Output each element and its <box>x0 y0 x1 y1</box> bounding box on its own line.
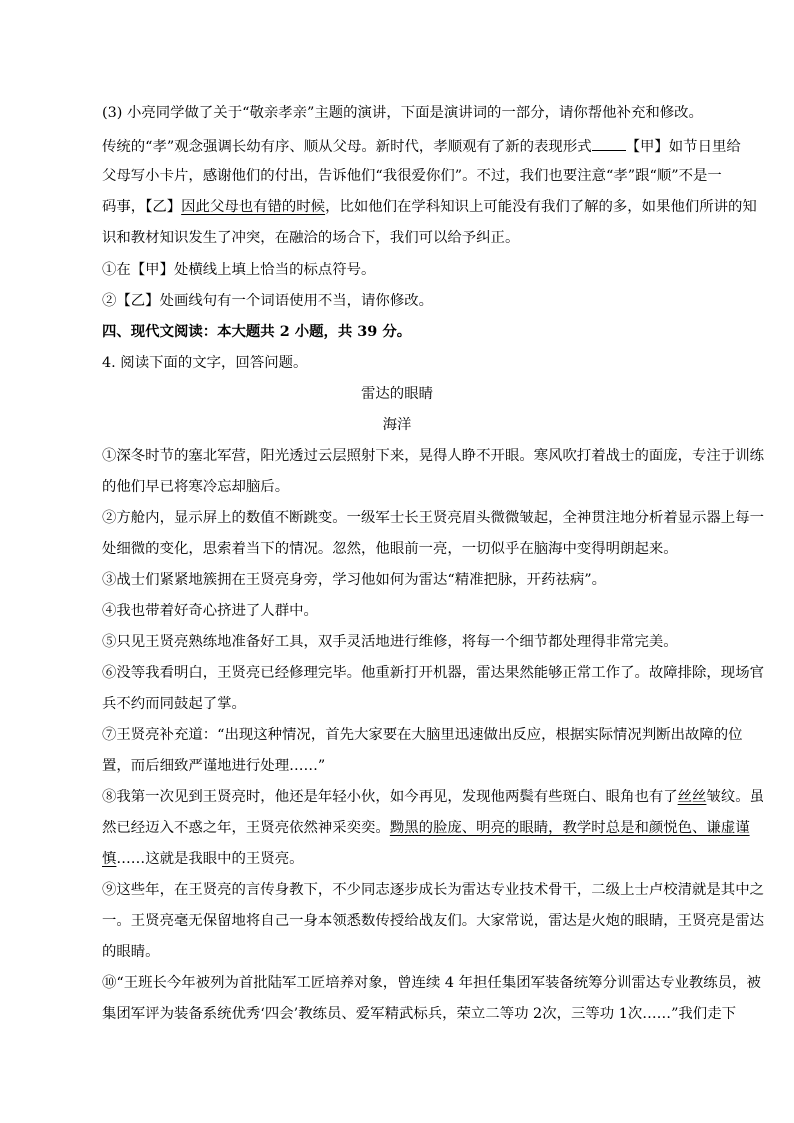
paragraph-text: 皱纹。虽 <box>706 789 765 805</box>
paragraph-7-line-1: ⑦王贤亮补充道：“出现这种情况，首先大家要在大脑里迅速做出反应，根据实际情况判断出故障的位 <box>102 727 743 743</box>
underlined-sentence: 黝黑的脸庞、明亮的眼睛，教学时总是和颜悦色、谦虚谨 <box>389 820 750 836</box>
blank-jia-line[interactable] <box>592 135 626 151</box>
paragraph-8-line-3 <box>102 849 722 869</box>
speech-text: ，比如他们在学科知识上可能没有我们了解的多，如果他们所讲的知 <box>325 199 757 215</box>
paragraph-text: ……这就是我眼中的王贤亮。 <box>116 851 304 867</box>
paragraph-1-line-2: 的他们早已将寒冷忘却脑后。 <box>102 479 290 495</box>
paragraph-4: ④我也带着好奇心挤进了人群中。 <box>102 603 318 619</box>
speech-line-1 <box>102 135 741 157</box>
paragraph-6-line-2: 兵不约而同鼓起了掌。 <box>102 696 246 712</box>
underlined-word: 丝丝 <box>677 789 707 805</box>
paragraph-9-line-3: 的眼睛。 <box>102 944 160 960</box>
task-1: ①在【甲】处横线上填上恰当的标点符号。 <box>102 262 376 278</box>
speech-text: 传统的“孝”观念强调长幼有序、顺从父母。新时代，孝顺观有了新的表现形式 <box>102 139 592 155</box>
speech-text: 【甲】如节日里给 <box>625 139 741 155</box>
paragraph-2-line-1: ②方舱内，显示屏上的数值不断跳变。一级军士长王贤亮眉头微微皱起，全神贯注地分析着显示器上每一 <box>102 510 764 526</box>
question-3-prompt: (3) 小亮同学做了关于“敬亲孝亲”主题的演讲，下面是演讲词的一部分，请你帮他补充和修改。 <box>102 105 703 121</box>
paragraph-9-line-1: ⑨这些年，在王贤亮的言传身教下，不少同志逐步成长为雷达专业技术骨干，二级上士卢校清就是其中之 <box>102 882 764 898</box>
speech-line-3 <box>102 197 757 217</box>
paragraph-text: ⑧我第一次见到王贤亮时，他还是年轻小伙，如今再见，发现他两鬓有些斑白、眼角也有了 <box>102 789 678 805</box>
article-title: 雷达的眼睛 <box>361 386 433 402</box>
speech-line-2: 父母写小卡片，感谢他们的付出，告诉他们“我很爱你们”。不过，我们也要注意“孝”跟“顺”不是一 <box>102 168 722 184</box>
question-4-prompt: 4. 阅读下面的文字，回答问题。 <box>102 355 308 371</box>
section-4-heading: 四、现代文阅读：本大题共 2 小题，共 39 分。 <box>102 323 412 340</box>
underlined-sentence: 慎 <box>102 851 117 867</box>
speech-line-4: 识和教材知识发生了冲突，在融洽的场合下，我们可以给予纠正。 <box>102 230 520 246</box>
paragraph-10-line-1: ⑩“王班长今年被列为首批陆军工匠培养对象，曾连续 4 年担任集团军装备统筹分训雷达专业教练员，被 <box>102 975 761 991</box>
paragraph-9-line-2: 一。王贤亮毫无保留地将自己一身本领悉数传授给战友们。大家常说，雷达是火炮的眼睛，王贤亮是雷达 <box>102 913 764 929</box>
paragraph-5: ⑤只见王贤亮熟练地准备好工具，双手灵活地进行维修，将每一个细节都处理得非常完美。 <box>102 634 678 650</box>
paragraph-3: ③战士们紧紧地簇拥在王贤亮身旁，学习他如何为雷达“精准把脉，开药祛病”。 <box>102 572 606 588</box>
paragraph-1-line-1: ①深冬时节的塞北军营，阳光透过云层照射下来，晃得人睁不开眼。寒风吹打着战士的面庞，专注于训练 <box>102 448 764 464</box>
article-author: 海洋 <box>382 417 412 433</box>
paragraph-10-line-2: 集团军评为装备系统优秀‘四会’教练员、爱军精武标兵，荣立二等功 2次，三等功 1次……”我们走下 <box>102 1006 736 1022</box>
paragraph-8-line-1 <box>102 787 765 807</box>
speech-text: 码事，【乙】 <box>102 199 182 215</box>
paragraph-8-line-2 <box>102 818 750 838</box>
paragraph-7-line-2: 置，而后细致严谨地进行处理……” <box>102 758 326 774</box>
paragraph-text: 然已经迈入不惑之年，王贤亮依然神采奕奕。 <box>102 820 390 836</box>
task-2: ②【乙】处画线句有一个词语使用不当，请你修改。 <box>102 293 433 309</box>
paragraph-6-line-1: ⑥没等我看明白，王贤亮已经修理完毕。他重新打开机器，雷达果然能够正常工作了。故障排除，现场官 <box>102 665 764 681</box>
underlined-sentence-yi: 因此父母也有错的时候 <box>181 199 326 215</box>
paragraph-2-line-2: 处细微的变化，思索着当下的情况。忽然，他眼前一亮，一切似乎在脑海中变得明朗起来。 <box>102 541 678 557</box>
